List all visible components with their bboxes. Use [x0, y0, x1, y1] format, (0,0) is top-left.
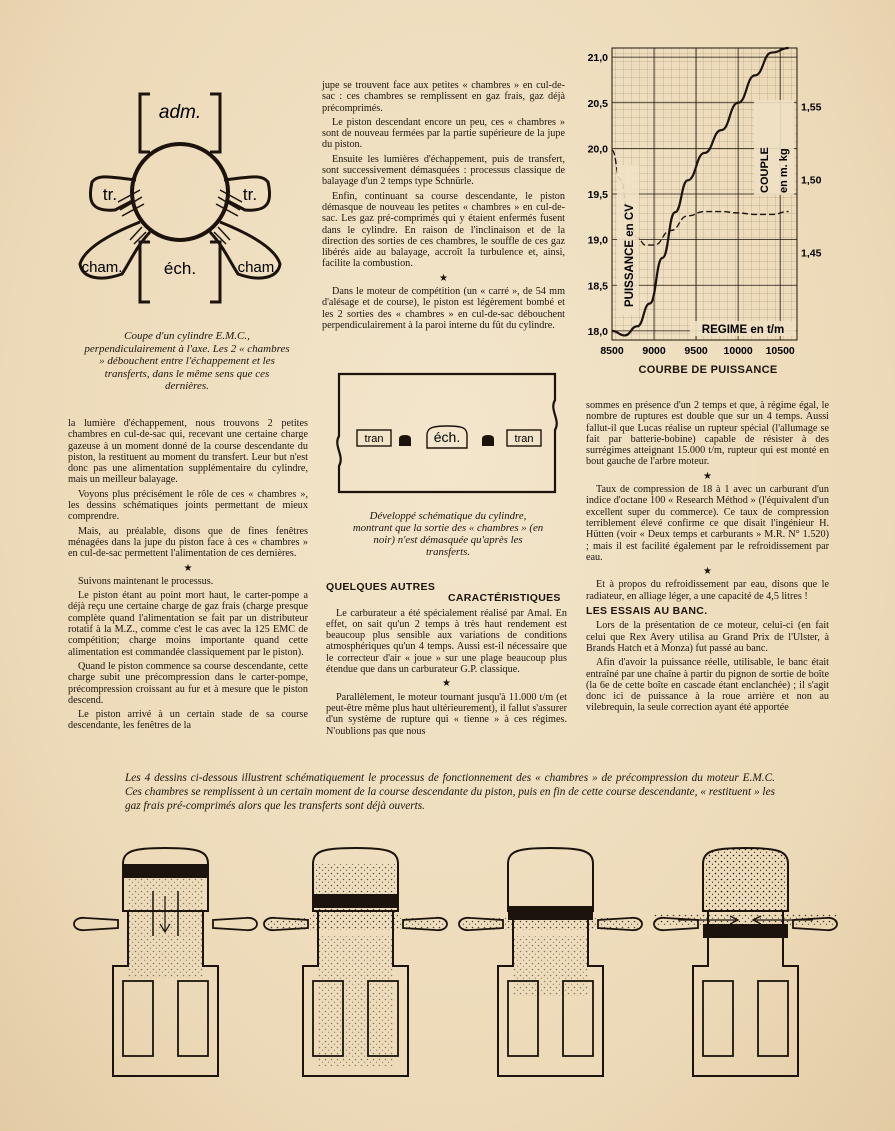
x-tick-label: 8500	[600, 345, 624, 357]
process-caption: Les 4 dessins ci-dessous illustrent schématiquement le processus de fonctionnement des « chambres » de précompression du moteur E.M.C. Ces chambres se remplissent à un certain moment de la course descendante du piston, puis en fin de cette course descendante, « restituent » les gaz frais pré-comprimés alors que les transferts sont déjà ouverts.	[125, 772, 775, 812]
col3-paragraph: Lors de la présentation de ce moteur, celui-ci (en fait celui que Rex Avery utilisa au Grand Prix de l'Ulster, à Brands Hatch et à Monza) fut passé au banc.	[586, 620, 829, 654]
power-curve-chart	[575, 45, 825, 385]
x-tick-label: 10000	[723, 345, 753, 357]
y-tick-label: 18,5	[587, 280, 608, 293]
col2b-paragraph: Parallèlement, le moteur tournant jusqu'à 11.000 t/m (et peut-être même plus haut ultérieurement), il fallut s'assurer d'un système de rupture qui « tienne » à ces régimes. N'oublions pas que nous	[326, 691, 567, 737]
separator-star: ★	[703, 470, 712, 482]
label-adm: adm.	[158, 102, 202, 123]
y-tick-label: 19,0	[587, 234, 608, 247]
col2-paragraph: jupe se trouvent face aux petites « chambres » en cul-de-sac : ces chambres se remplissent en gaz frais, gaz déjà précomprimés.	[322, 80, 565, 114]
col2-paragraph: Ensuite les lumières d'échappement, puis de transfert, sont successivement démasquées : processus classique de balayage d'un 2 temps type Schnürle.	[322, 153, 565, 188]
separator-star: ★	[439, 272, 448, 284]
y-tick-label: 20,0	[587, 143, 608, 156]
col1-paragraph: la lumière d'échappement, nous trouvons 2 petites chambres en cul-de-sac qui, recevant une certaine charge gazeuse à un moment donné de la course descendante du piston, la restituent au moment du transfert. Leur but n'est donc pas une alimentation supplémentaire du cylindre, mais un meilleur balayage.	[68, 418, 308, 486]
x-tick-label: 10500	[765, 345, 795, 357]
col3-paragraph: Taux de compression de 18 à 1 avec un carburant d'un indice d'octane 100 « Research Méthod » (l'équivalent d'un excellent super du commerce). Ce taux de compression terriblement élevé confirme ce que disait l'ingénieur H. Hütten (voir « Deux temps et carburants » M.R. N° 1.520) ; mais il est facilité également par le refroidissement par eau.	[586, 484, 829, 563]
stage-4-drawing	[653, 848, 838, 1076]
label-cham-right: cham.	[237, 259, 279, 276]
label-tran-right: tran	[514, 433, 534, 445]
col1-paragraph: Le piston étant au point mort haut, le carter-pompe a déjà reçu une certaine charge de gaz frais (charge presque complète quand l'alimentation se fait par un distributeur rotatif à la M.Z., comme c'est le cas avec la 125 EMC de compétition; charge moins importante quand cette alimentation est commandée classiquement par le piston).	[68, 590, 308, 658]
y-tick-label: 18,0	[587, 325, 608, 338]
developpe-caption: Développé schématique du cylindre, montrant que la sortie des « chambres » (en noir) n'est démasquée qu'après les transferts.	[352, 510, 544, 558]
col1-paragraph: Quand le piston commence sa course descendante, cette charge subit une précompression dans le carter-pompe, précompression croissant au fur et à mesure que le piston descend.	[68, 660, 308, 706]
y2-tick-label: 1,50	[801, 174, 822, 187]
label-tran-left: tran	[364, 433, 384, 445]
section-heading-essais: LES ESSAIS AU BANC.	[586, 605, 708, 618]
x-tick-label: 9500	[684, 345, 708, 357]
separator-star: ★	[183, 562, 193, 574]
y2-axis-label-2: en m. kg	[778, 148, 790, 193]
x-axis-label: REGIME en t/m	[701, 324, 785, 336]
stage-1-drawing	[74, 848, 257, 1076]
col1-paragraph: Mais, au préalable, disons que de fines fenêtres ménagées dans la jupe du piston face à ces « chambres » en cul-de-sac permettent l'alimentation de ces dernières.	[68, 525, 308, 560]
label-ech-dev: éch.	[433, 429, 461, 445]
y2-axis-label-1: COUPLE	[759, 147, 771, 193]
col2-paragraph: Le piston descendant encore un peu, ces « chambres » sont de nouveau fermées par la partie supérieure de la jupe du piston.	[322, 116, 565, 151]
col1-paragraph: Voyons plus précisément le rôle de ces « chambres », les dessins schématiques joints permettant de mieux comprendre.	[68, 488, 308, 523]
col2b-paragraph: Le carburateur a été spécialement réalisé par Amal. En effet, on sait qu'un 2 temps à très haut rendement est beaucoup plus sensible aux variations de conditions atmosphériques qu'un 4 temps. Aussi est-il nécessaire que le correcteur d'air « joue » sur une plage beaucoup plus étendue que dans un carburateur G.P. classique.	[326, 607, 567, 676]
label-ech: éch.	[163, 259, 197, 278]
separator-star: ★	[442, 678, 451, 690]
col2-paragraph: Enfin, continuant sa course descendante, le piston démasque de nouveau les petites « chambres » en cul-de-sac. Les gaz pré-comprimés qui y étaient enfermés fusent dans le cylindre. En raison de l'inclinaison et de la direction des sorties de ces chambres, le souffle de ces gaz libérés aide au balayage, accroît la turbulence et, ainsi, facilite la combustion.	[322, 190, 565, 270]
y-axis-label: PUISSANCE en CV	[624, 204, 636, 307]
col1-paragraph: Le piston arrivé à un certain stade de sa course descendante, les fenêtres de la	[68, 709, 308, 732]
column-2-top	[322, 80, 565, 334]
stage-2-drawing	[263, 848, 448, 1076]
label-tr-right: tr.	[242, 185, 258, 204]
column-3	[586, 400, 829, 717]
cylinder-section-figure	[70, 82, 305, 307]
piston-process-drawings	[68, 836, 838, 1086]
cylinder-caption: Coupe d'un cylindre E.M.C., perpendiculairement à l'axe. Les 2 « chambres » débouchent entre l'échappement et les transferts, dans le même sens que ces dernières.	[84, 330, 290, 392]
x-tick-label: 9000	[642, 345, 666, 357]
col3-paragraph: Et à propos du refroidissement par eau, disons que le radiateur, en alliage léger, a une capacité de 4,5 litres !	[586, 579, 829, 602]
chart-title: COURBE DE PUISSANCE	[638, 364, 778, 376]
section-heading-1: QUELQUES AUTRES	[326, 581, 436, 593]
y-tick-label: 19,5	[587, 189, 608, 201]
label-cham-left: cham.	[81, 259, 123, 276]
y2-tick-label: 1,55	[801, 101, 822, 114]
separator-star: ★	[703, 566, 712, 578]
stage-3-drawing	[458, 848, 643, 1076]
col2-paragraph: Dans le moteur de compétition (un « carré », de 54 mm d'alésage et de course), le piston est légèrement bombé et les 2 sorties des « chambres » en cul-de-sac débouchent perpendiculairement à la paroi interne du fût du cylindre.	[322, 286, 565, 331]
section-heading-2: CARACTÉRISTIQUES	[448, 592, 561, 605]
col3-paragraph: Afin d'avoir la puissance réelle, utilisable, le banc était entraîné par une chaîne à partir du pignon de sortie de boîte (la 6e de cette boîte en cascade étant enclanchée) ; il s'agit donc ici de puissance à la roue arrière et non au vilebrequin, la seule correction ayant été apportée	[586, 657, 829, 714]
y-tick-label: 20,5	[587, 97, 608, 110]
y-tick-label: 21,0	[587, 52, 608, 65]
column-1	[68, 418, 308, 735]
column-2-bottom	[326, 582, 567, 740]
developpe-figure	[335, 370, 560, 500]
label-tr-left: tr.	[102, 185, 118, 204]
y2-tick-label: 1,45	[801, 247, 822, 260]
col3-paragraph: sommes en présence d'un 2 temps et que, à régime égal, le nombre de ruptures est double que sur un 4 temps. Aussi fallut-il que Lucas réalise un rupteur spécial (l'allumage se fait par batterie-bobine) capable de résister à des surrégimes atteignant 15.000 t/m, rupteur qui est monté en bout gauche de l'arbre moteur.	[586, 400, 829, 468]
col1-paragraph: Suivons maintenant le processus.	[78, 575, 214, 587]
